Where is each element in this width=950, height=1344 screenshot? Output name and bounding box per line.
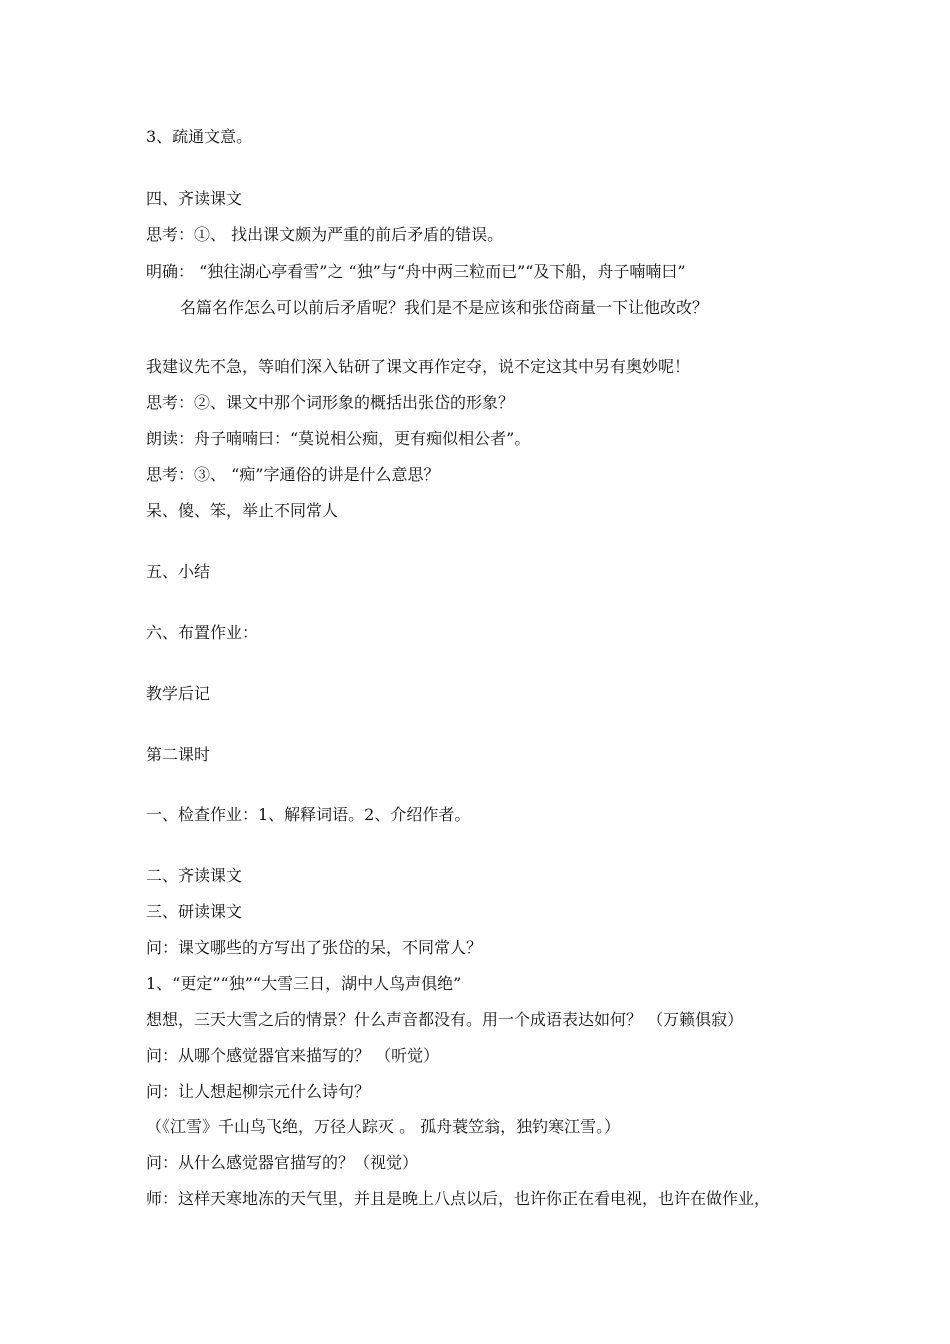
- text-line: （《江雪》千山鸟飞绝，万径人踪灭 。 孤舟蓑笠翁，独钓寒江雪。）: [146, 1117, 621, 1136]
- text-line: 问：从哪个感觉器官来描写的？ （听觉）: [146, 1046, 440, 1065]
- text-line: 3、疏通文意。: [146, 127, 253, 146]
- section-heading: 三、研读课文: [146, 902, 243, 921]
- text-line: 朗读：舟子喃喃曰：“莫说相公痴，更有痴似相公者”。: [146, 429, 531, 448]
- text-line: 思考：①、 找出课文颇为严重的前后矛盾的错误。: [146, 225, 504, 244]
- text-line: 想想，三天大雪之后的情景？什么声音都没有。用一个成语表达如何？ （万籁俱寂）: [146, 1010, 744, 1029]
- section-heading: 五、小结: [146, 562, 211, 581]
- text-line: 思考：②、课文中那个词形象的概括出张岱的形象？: [146, 393, 515, 412]
- text-line: 问：课文哪些的方写出了张岱的呆，不同常人？: [146, 938, 483, 957]
- text-line: 思考：③、 “痴”字通俗的讲是什么意思？: [146, 465, 440, 484]
- section-heading: 二、齐读课文: [146, 866, 243, 885]
- section-heading: 四、齐读课文: [146, 189, 243, 208]
- section-heading: 教学后记: [146, 684, 211, 703]
- text-line: 1、“更定”“独”“大雪三日，湖中人鸟声俱绝”: [146, 974, 462, 993]
- text-line: 师：这样天寒地冻的天气里，并且是晚上八点以后，也许你正在看电视，也许在做作业，: [146, 1189, 771, 1208]
- text-line: 问：让人想起柳宗元什么诗句？: [146, 1082, 371, 1101]
- section-heading: 六、布置作业：: [146, 623, 259, 642]
- text-line: 名篇名作怎么可以前后矛盾呢？我们是不是应该和张岱商量一下让他改改？: [180, 298, 709, 317]
- text-line: 呆、傻、笨，举止不同常人: [146, 501, 339, 520]
- section-heading: 第二课时: [146, 745, 211, 764]
- text-line: 明确： “独往湖心亭看雪”之 “独”与“舟中两三粒而已”“及下船，舟子喃喃曰”: [146, 262, 686, 281]
- text-line: 一、检查作业：1、解释词语。2、介绍作者。: [146, 805, 471, 824]
- text-line: 问：从什么感觉器官描写的？（视觉）: [146, 1153, 419, 1172]
- text-line: 我建议先不急，等咱们深入钻研了课文再作定夺，说不定这其中另有奥妙呢！: [146, 357, 691, 376]
